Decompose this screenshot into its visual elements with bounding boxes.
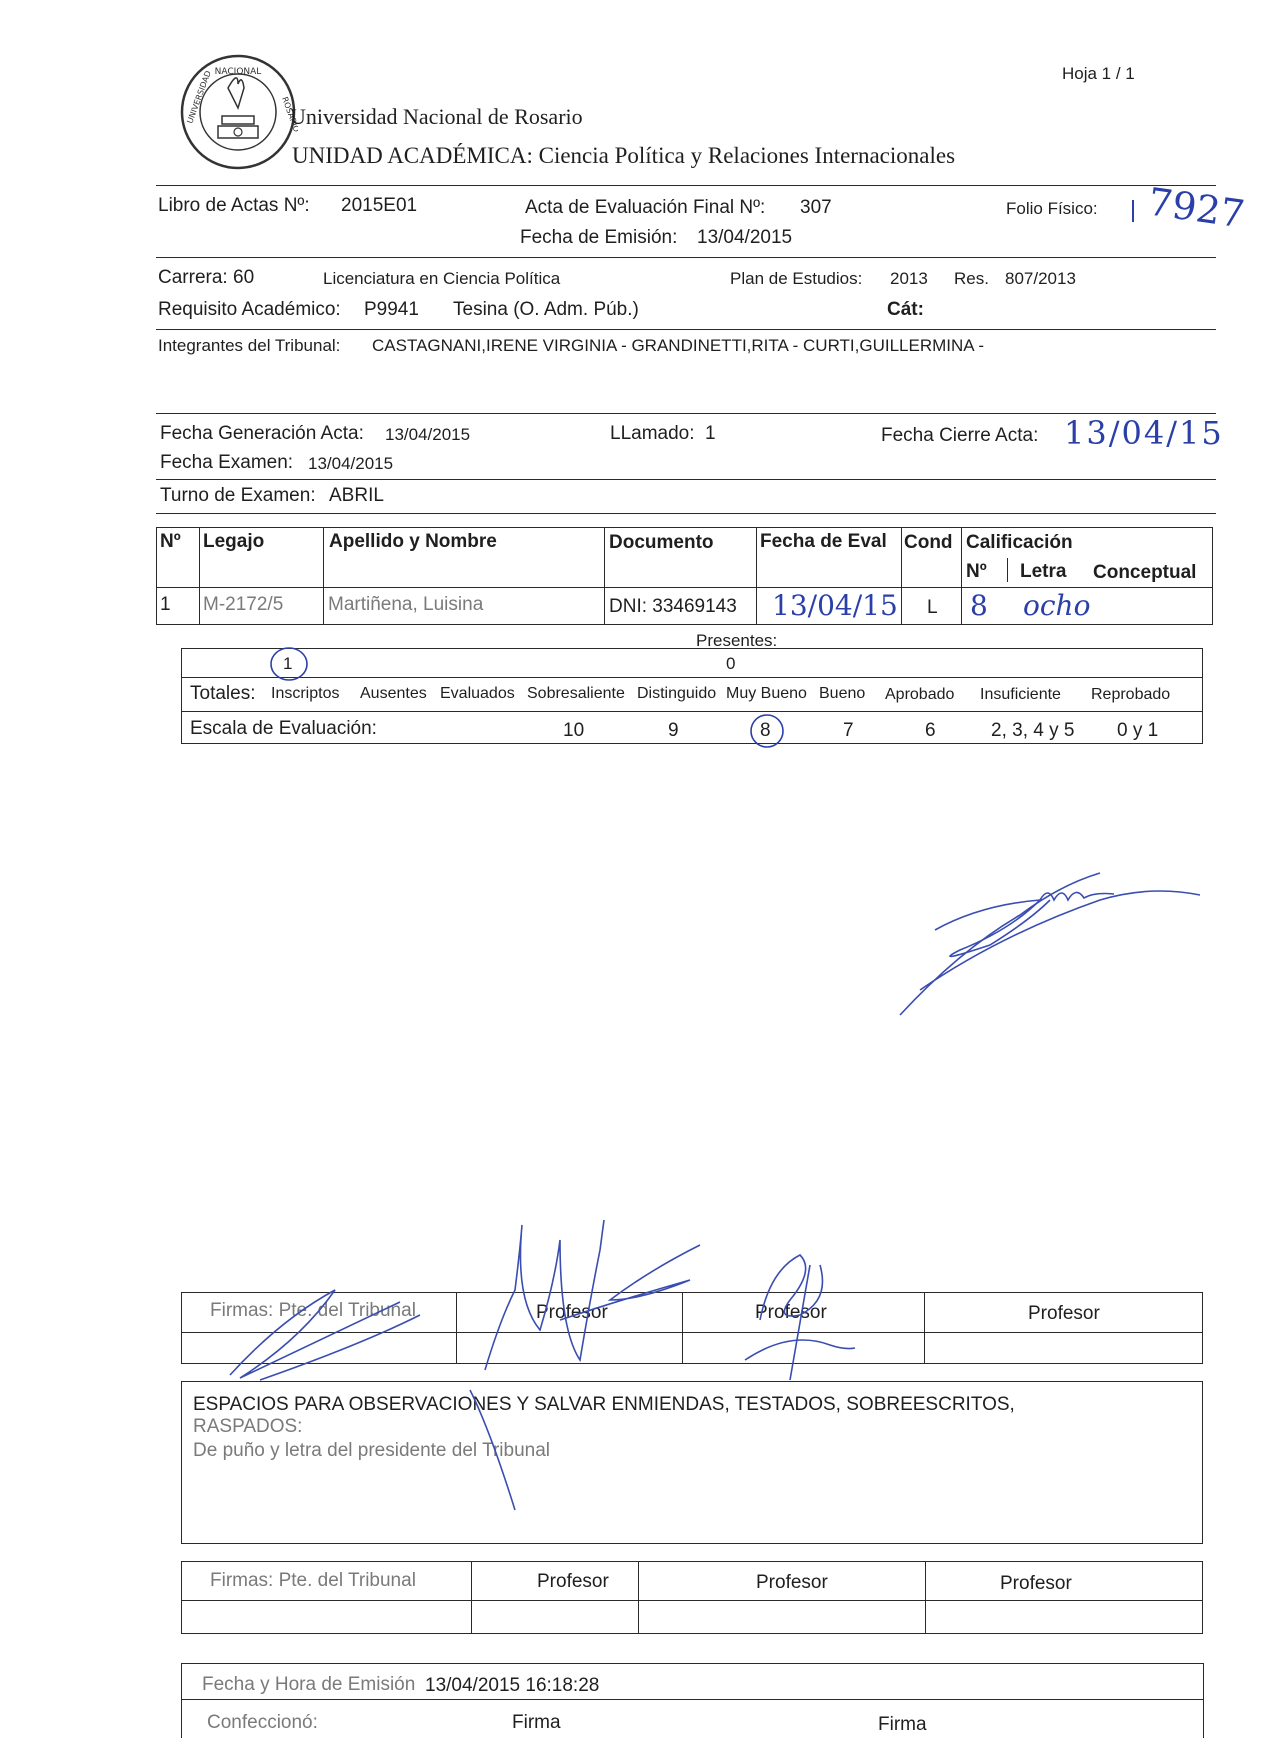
col-header-letra: Letra	[1020, 561, 1067, 582]
col-header-fecha: Fecha de Eval	[760, 531, 887, 552]
plan-value: 2013	[890, 269, 928, 288]
footer-firma-2: Firma	[878, 1714, 927, 1735]
escala-reprobado: 0 y 1	[1117, 720, 1159, 741]
row-cal-n: 8	[970, 589, 988, 622]
escala-8: 8	[760, 720, 771, 741]
libro-value: 2015E01	[341, 195, 418, 216]
carrera-label: Carrera:	[158, 267, 228, 288]
totales-label: Totales:	[190, 683, 256, 704]
university-seal	[178, 52, 298, 172]
res-value: 807/2013	[1005, 269, 1076, 288]
row-cond: L	[927, 597, 938, 618]
col-reprobado: Reprobado	[1091, 686, 1171, 703]
carrera-code: 60	[233, 267, 255, 288]
res-label: Res.	[954, 269, 989, 288]
seal-icon	[178, 52, 298, 172]
libro-label: Libro de Actas Nº:	[158, 195, 310, 216]
footer-confecciono-label: Confeccionó:	[207, 1712, 318, 1733]
svg-text:UNIVERSIDAD: UNIVERSIDAD	[185, 69, 213, 125]
col-header-n: Nº	[160, 531, 181, 552]
col-header-cond: Cond	[904, 532, 953, 553]
acta-value: 307	[800, 197, 832, 218]
university-name: Universidad Nacional de Rosario	[290, 104, 583, 129]
observaciones-subtitle: De puño y letra del presidente del Tribunal	[193, 1440, 551, 1461]
sig2-pte-label: Firmas: Pte. del Tribunal	[210, 1570, 416, 1591]
footer-emision-label: Fecha y Hora de Emisión	[202, 1674, 416, 1695]
escala-7: 7	[843, 720, 854, 741]
col-muy-bueno: Muy Bueno	[726, 685, 807, 702]
requisito-code: P9941	[364, 299, 419, 320]
col-inscriptos: Inscriptos	[271, 685, 340, 702]
svg-text:NACIONAL: NACIONAL	[214, 67, 262, 77]
folio-label: Folio Físico:	[1006, 199, 1098, 218]
cat-label: Cát:	[887, 299, 924, 320]
escala-6: 6	[925, 720, 936, 741]
footer-emision-value: 13/04/2015 16:18:28	[425, 1675, 600, 1696]
footer-firma-1: Firma	[512, 1712, 561, 1733]
inscriptos-value: 1	[283, 654, 293, 673]
col-aprobado: Aprobado	[885, 686, 955, 703]
col-insuficiente: Insuficiente	[980, 686, 1061, 703]
cierre-label: Fecha Cierre Acta:	[881, 425, 1039, 446]
sig2-profesor-1: Profesor	[537, 1571, 609, 1592]
row-documento: DNI: 33469143	[609, 596, 737, 617]
escala-insuficiente: 2, 3, 4 y 5	[991, 720, 1075, 741]
escala-10: 10	[563, 720, 585, 741]
sig1-profesor-2: Profesor	[755, 1302, 827, 1323]
sig2-profesor-3: Profesor	[1000, 1573, 1072, 1594]
emision-label: Fecha de Emisión:	[520, 227, 678, 248]
sig1-profesor-1: Profesor	[536, 1302, 608, 1323]
llamado-value: 1	[705, 423, 716, 444]
turno-label: Turno de Examen:	[160, 485, 316, 506]
sig2-profesor-2: Profesor	[756, 1572, 828, 1593]
acta-label: Acta de Evaluación Final Nº:	[525, 197, 766, 218]
plan-label: Plan de Estudios:	[730, 269, 863, 288]
row-n: 1	[160, 594, 171, 615]
row-cal-letra: ocho	[1023, 589, 1091, 622]
requisito-name: Tesina (O. Adm. Púb.)	[453, 299, 639, 320]
col-evaluados: Evaluados	[440, 685, 515, 702]
generacion-label: Fecha Generación Acta:	[160, 423, 364, 444]
page-number: Hoja 1 / 1	[1062, 64, 1135, 83]
col-header-cal-n: Nº	[966, 561, 987, 582]
svg-text:ROSARIO: ROSARIO	[280, 95, 298, 134]
row-nombre: Martiñena, Luisina	[328, 594, 484, 615]
observaciones-title-1: ESPACIOS PARA OBSERVACIONES Y SALVAR ENMIENDAS, TESTADOS, SOBREESCRITOS,	[193, 1394, 1015, 1415]
carrera-name: Licenciatura en Ciencia Política	[323, 269, 561, 288]
col-header-conceptual: Conceptual	[1093, 562, 1197, 583]
llamado-label: LLamado:	[610, 423, 695, 444]
folio-value: 7927	[1145, 179, 1248, 237]
presentes-label: Presentes:	[696, 631, 778, 650]
col-header-legajo: Legajo	[203, 531, 265, 552]
row-legajo: M-2172/5	[203, 594, 284, 615]
ausentes-value: 0	[726, 654, 736, 673]
sig1-pte-label: Firmas: Pte. del Tribunal	[210, 1300, 416, 1321]
tribunal-label: Integrantes del Tribunal:	[158, 336, 341, 355]
escala-9: 9	[668, 720, 679, 741]
requisito-label: Requisito Académico:	[158, 299, 341, 320]
col-header-documento: Documento	[609, 532, 714, 553]
academic-unit: UNIDAD ACADÉMICA: Ciencia Política y Relaciones Internacionales	[292, 143, 956, 168]
tribunal-members: CASTAGNANI,IRENE VIRGINIA - GRANDINETTI,RITA - CURTI,GUILLERMINA -	[372, 336, 985, 355]
generacion-value: 13/04/2015	[385, 425, 471, 444]
escala-label: Escala de Evaluación:	[190, 718, 377, 739]
col-ausentes: Ausentes	[360, 685, 427, 702]
row-fecha: 13/04/15	[772, 589, 898, 622]
emision-value: 13/04/2015	[697, 227, 793, 248]
col-header-nombre: Apellido y Nombre	[329, 531, 497, 552]
turno-value: ABRIL	[329, 485, 384, 506]
col-bueno: Bueno	[819, 685, 866, 702]
examen-value: 13/04/2015	[308, 454, 394, 473]
examen-label: Fecha Examen:	[160, 452, 294, 473]
col-header-calificacion: Calificación	[966, 532, 1073, 553]
observaciones-title-2: RASPADOS:	[193, 1416, 303, 1437]
col-distinguido: Distinguido	[637, 685, 717, 702]
cierre-value: 13/04/15	[1064, 414, 1224, 452]
sig1-profesor-3: Profesor	[1028, 1303, 1100, 1324]
signature-initials	[900, 873, 1200, 1015]
col-sobresaliente: Sobresaliente	[527, 685, 625, 702]
